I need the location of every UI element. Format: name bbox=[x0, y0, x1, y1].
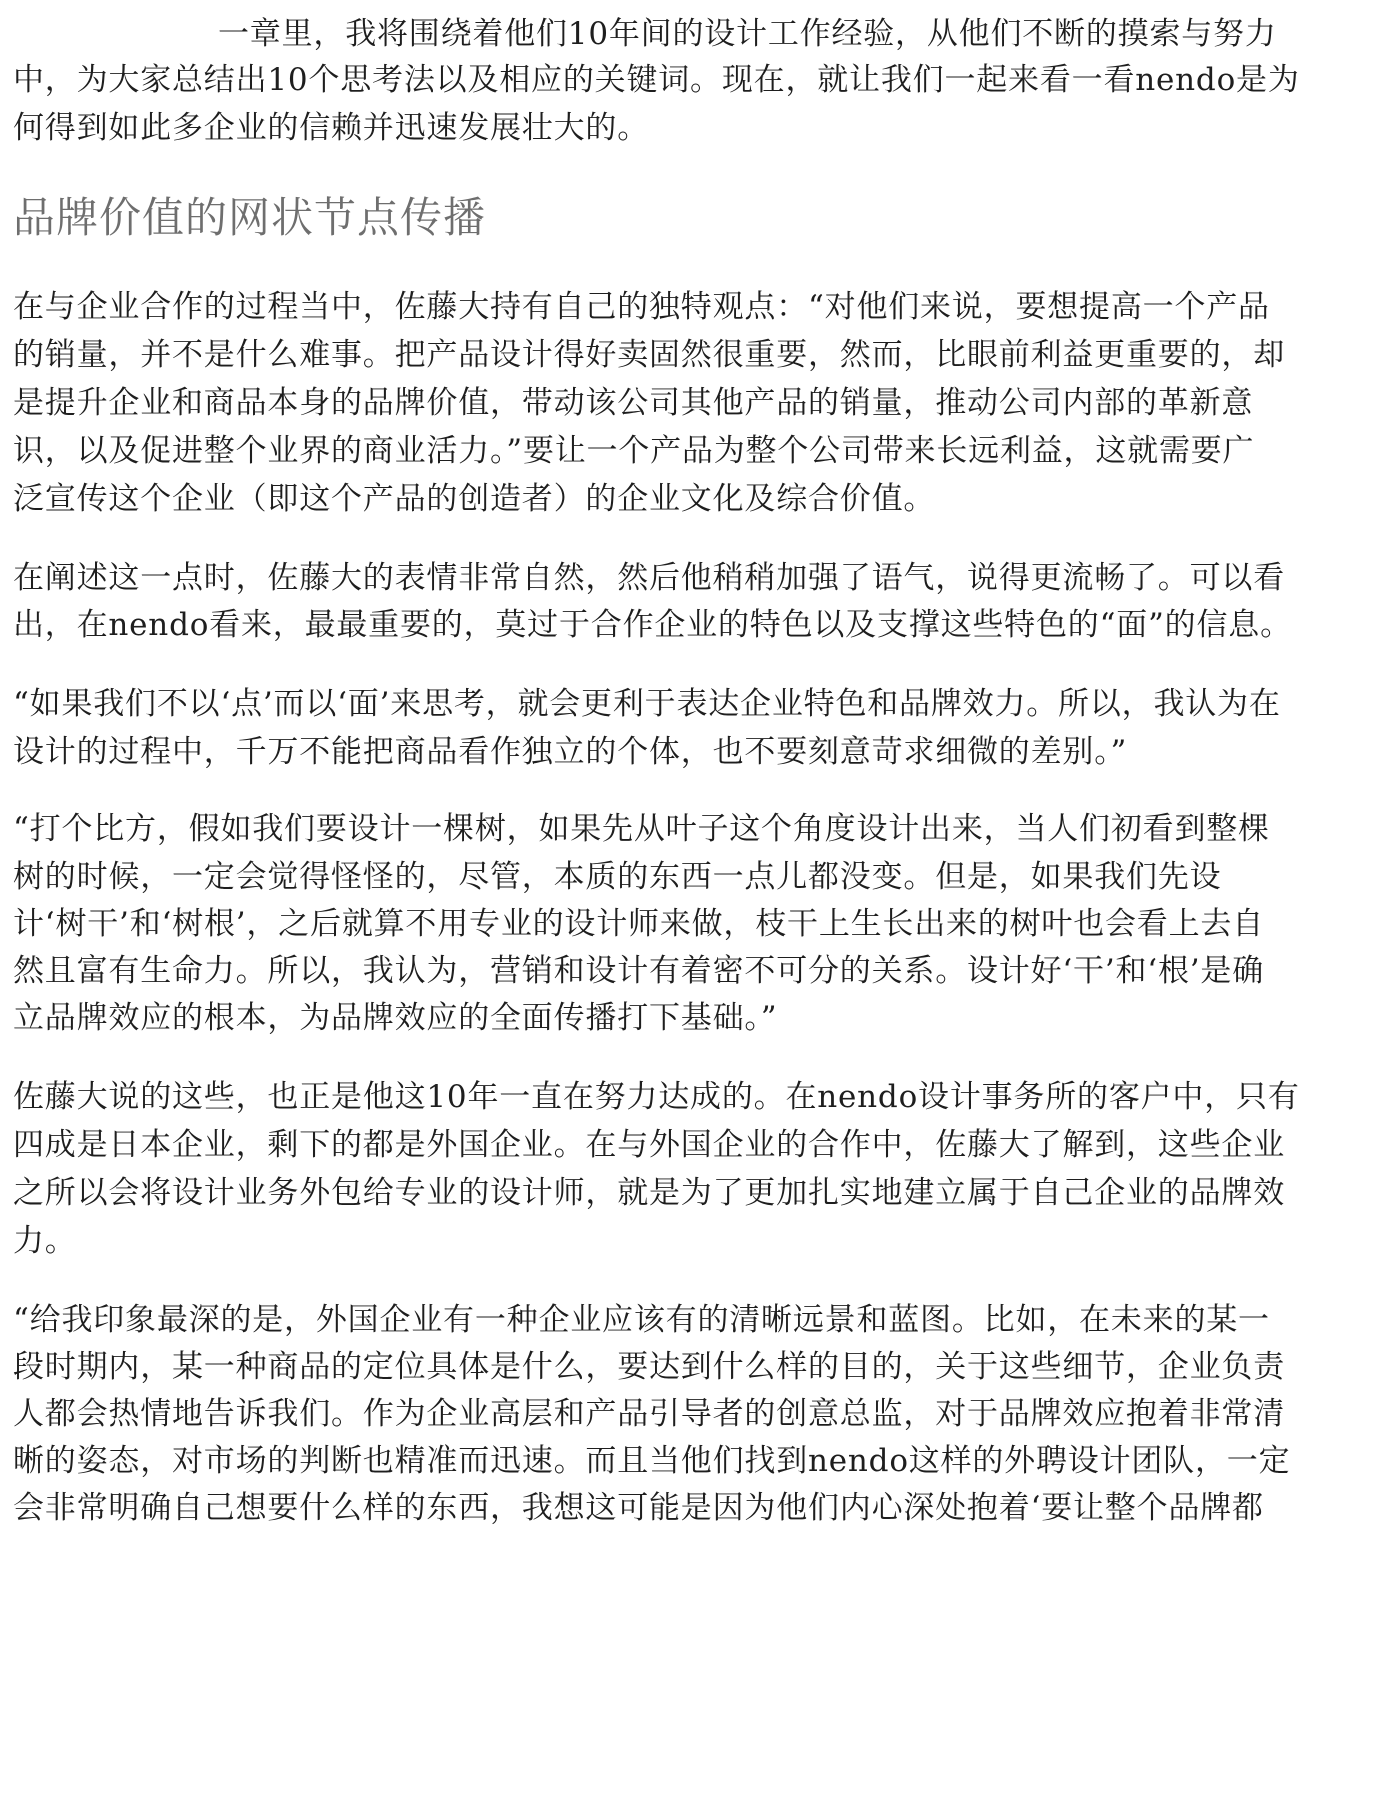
paragraph-line: 在阐述这一点时，佐藤大的表情非常自然，然后他稍稍加强了语气，说得更流畅了。可以看 bbox=[13, 560, 1285, 596]
paragraph-line: 晰的姿态，对市场的判断也精准而迅速。而且当他们找到nendo这样的外聘设计团队，一定 bbox=[13, 1443, 1291, 1479]
intro-line: 何得到如此多企业的信赖并迅速发展壮大的。 bbox=[13, 110, 649, 146]
paragraph-line: 识，以及促进整个业界的商业活力。”要让一个产品为整个公司带来长远利益，这就需要广 bbox=[13, 433, 1255, 469]
paragraph-line: 然且富有生命力。所以，我认为，营销和设计有着密不可分的关系。设计好‘干’和‘根’是确 bbox=[13, 953, 1265, 989]
intro-line: 中，为大家总结出10个思考法以及相应的关键词。现在，就让我们一起来看一看nendo是为 bbox=[13, 62, 1300, 98]
paragraph-line: 人都会热情地告诉我们。作为企业高层和产品引导者的创意总监，对于品牌效应抱着非常清 bbox=[13, 1396, 1285, 1432]
paragraph-line: 树的时候，一定会觉得怪怪的，尽管，本质的东西一点儿都没变。但是，如果我们先设 bbox=[13, 859, 1222, 895]
paragraph-line: 的销量，并不是什么难事。把产品设计得好卖固然很重要，然而，比眼前利益更重要的，却 bbox=[13, 337, 1285, 373]
paragraph-line: 佐藤大说的这些，也正是他这10年一直在努力达成的。在nendo设计事务所的客户中，只有 bbox=[13, 1079, 1300, 1115]
paragraph-line: 是提升企业和商品本身的品牌价值，带动该公司其他产品的销量，推动公司内部的革新意 bbox=[13, 385, 1254, 421]
paragraph-line: 计‘树干’和‘树根’，之后就算不用专业的设计师来做，枝干上生长出来的树叶也会看上去自 bbox=[13, 906, 1265, 942]
paragraph-line: 立品牌效应的根本，为品牌效应的全面传播打下基础。” bbox=[13, 1000, 778, 1036]
paragraph-line: 在与企业合作的过程当中，佐藤大持有自己的独特观点：“对他们来说，要想提高一个产品 bbox=[13, 289, 1270, 325]
intro-line: 一章里，我将围绕着他们10年间的设计工作经验，从他们不断的摸索与努力 bbox=[218, 16, 1277, 52]
paragraph-line: 设计的过程中，千万不能把商品看作独立的个体，也不要刻意苛求细微的差别。” bbox=[13, 734, 1128, 770]
paragraph-line: 段时期内，某一种商品的定位具体是什么，要达到什么样的目的，关于这些细节，企业负责 bbox=[13, 1349, 1285, 1385]
paragraph-line: “如果我们不以‘点’而以‘面’来思考，就会更利于表达企业特色和品牌效力。所以，我认为在 bbox=[13, 686, 1281, 722]
paragraph-line: 四成是日本企业，剩下的都是外国企业。在与外国企业的合作中，佐藤大了解到，这些企业 bbox=[13, 1127, 1285, 1163]
paragraph-line: “给我印象最深的是，外国企业有一种企业应该有的清晰远景和蓝图。比如，在未来的某一 bbox=[13, 1302, 1270, 1338]
paragraph-line: 会非常明确自己想要什么样的东西，我想这可能是因为他们内心深处抱着‘要让整个品牌都 bbox=[13, 1490, 1264, 1526]
paragraph-line: 泛宣传这个企业（即这个产品的创造者）的企业文化及综合价值。 bbox=[13, 481, 936, 517]
paragraph-line: “打个比方，假如我们要设计一棵树，如果先从叶子这个角度设计出来，当人们初看到整棵 bbox=[13, 811, 1270, 847]
paragraph-line: 出，在nendo看来，最最重要的，莫过于合作企业的特色以及支撑这些特色的“面”的信息。 bbox=[13, 607, 1292, 643]
section-heading: 品牌价值的网状节点传播 bbox=[13, 193, 487, 242]
paragraph-line: 之所以会将设计业务外包给专业的设计师，就是为了更加扎实地建立属于自己企业的品牌效 bbox=[13, 1175, 1285, 1211]
paragraph-line: 力。 bbox=[13, 1223, 77, 1259]
